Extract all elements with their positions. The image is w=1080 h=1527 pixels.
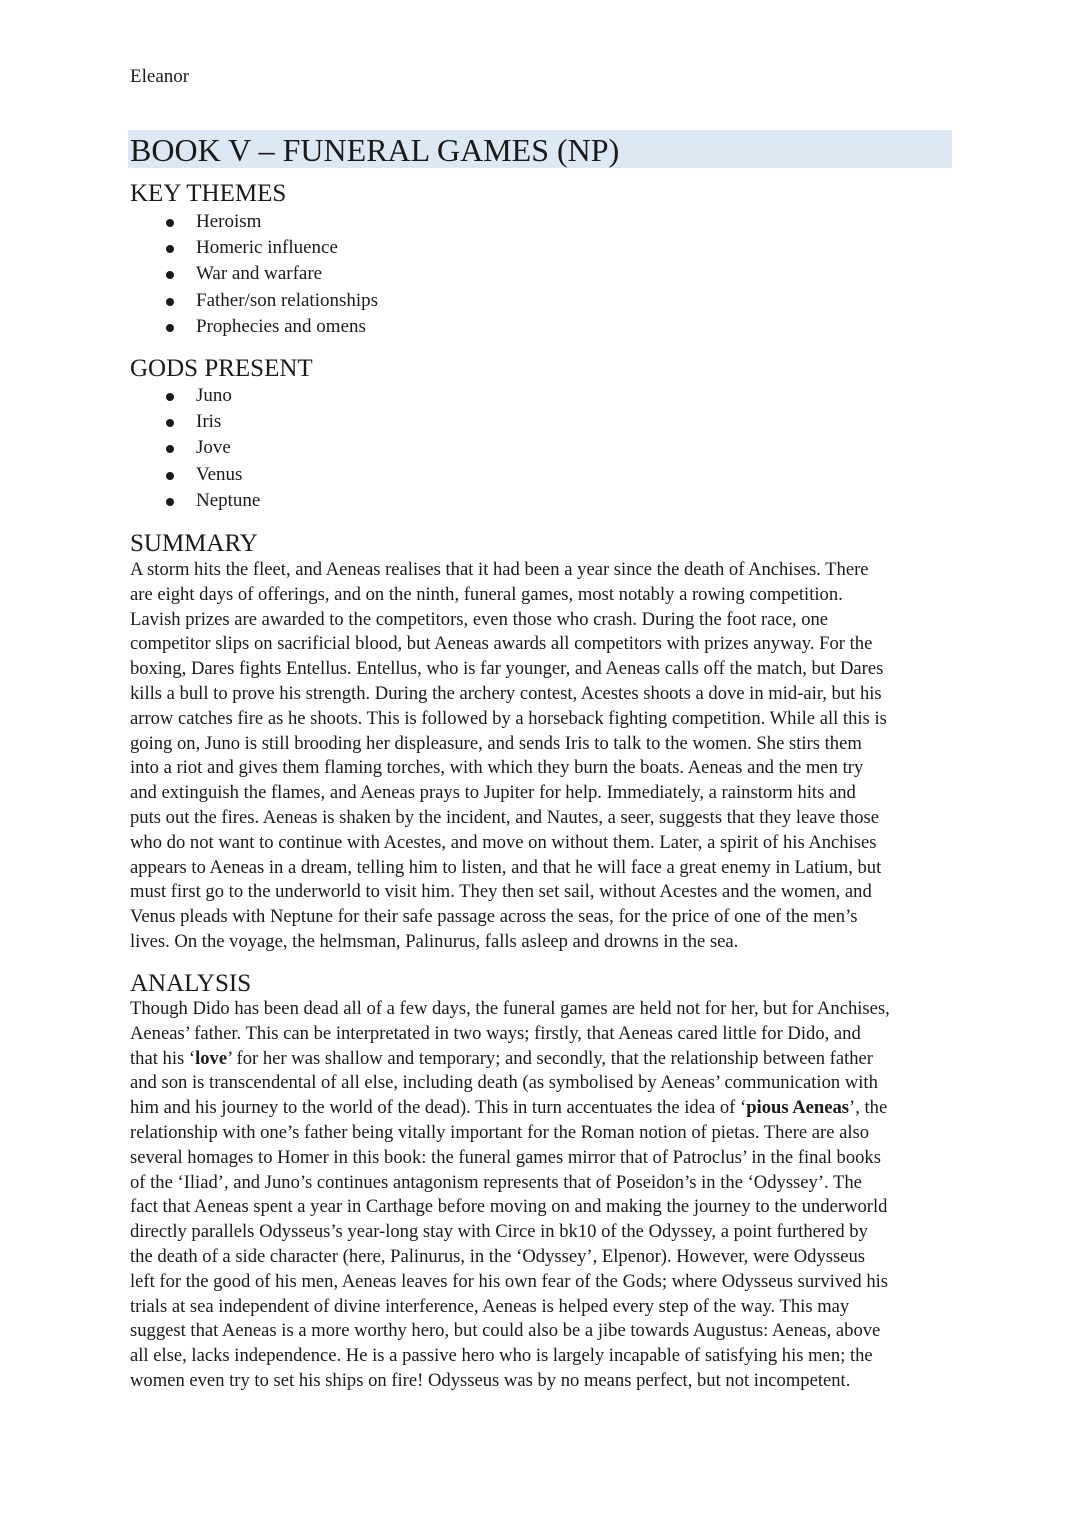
text-line: and son is transcendental of all else, including death (as symbolised by Aeneas’ communication with: [130, 1072, 878, 1094]
text-line: Venus pleads with Neptune for their safe passage across the seas, for the price of one of the men’s: [130, 906, 858, 928]
emphasis-pious-aeneas: pious Aeneas: [746, 1097, 849, 1119]
text-line: A storm hits the fleet, and Aeneas realises that it had been a year since the death of Anchises. There: [130, 559, 869, 580]
bullet-icon: [166, 445, 174, 453]
text-line: that his ‘love’ for her was shallow and temporary; and secondly, that the relationship between father: [130, 1047, 873, 1069]
list-item: Juno: [130, 383, 260, 409]
author-name: Eleanor: [130, 66, 190, 87]
text-line: going on, Juno is still brooding her displeasure, and sends Iris to talk to the women. She stirs them: [130, 732, 862, 754]
gods-present-list: [130, 383, 260, 514]
text-line: are eight days of offerings, and on the ninth, funeral games, most notably a rowing competition.: [130, 583, 843, 605]
summary-paragraph: [130, 558, 952, 955]
list-item: Neptune: [130, 488, 260, 514]
bullet-icon: [166, 219, 174, 227]
text-line: boxing, Dares fights Entellus. Entellus, who is far younger, and Aeneas calls off the match, but Dares: [130, 658, 884, 680]
text-line: several homages to Homer in this book: the funeral games mirror that of Patroclus’ in the final books: [130, 1146, 881, 1168]
bullet-icon: [166, 498, 174, 506]
emphasis-love: love: [195, 1047, 228, 1069]
bullet-icon: [166, 245, 174, 253]
list-item: Father/son relationships: [130, 288, 378, 314]
text-line: left for the good of his men, Aeneas leaves for his own fear of the Gods; where Odysseus survived his: [130, 1270, 889, 1292]
text-line: fact that Aeneas spent a year in Carthage before moving on and making the journey to the underworld: [130, 1196, 888, 1218]
list-item: Iris: [130, 409, 260, 435]
text-line: women even try to set his ships on fire! Odysseus was by no means perfect, but not incompetent.: [130, 1369, 851, 1391]
text-line: Lavish prizes are awarded to the competitors, even those who crash. During the foot race, one: [130, 608, 829, 630]
text-line: Though Dido has been dead all of a few days, the funeral games are held not for her, but for Anchises,: [130, 998, 890, 1019]
text-line: of the ‘Iliad’, and Juno’s continues antagonism represents that of Poseidon’s in the ‘Odyssey’. The: [130, 1171, 862, 1193]
text-line: who do not want to continue with Acestes, and move on without them. Later, a spirit of his Anchises: [130, 831, 877, 853]
text-line: trials at sea independent of divine interference, Aeneas is helped every step of the way. This may: [130, 1295, 850, 1317]
gods-present-heading: GODS PRESENT: [130, 355, 313, 382]
text-line: and extinguish the flames, and Aeneas prays to Jupiter for help. Immediately, a rainstorm hits and: [130, 782, 856, 804]
list-item: War and warfare: [130, 261, 378, 287]
list-item: Heroism: [130, 209, 378, 235]
text-line: relationship with one’s father being vitally important for the Roman notion of pietas. There are also: [130, 1121, 870, 1143]
text-line: the death of a side character (here, Palinurus, in the ‘Odyssey’, Elpenor). However, were Odysseus: [130, 1245, 865, 1267]
bullet-icon: [166, 419, 174, 427]
text-line: into a riot and gives them flaming torches, with which they burn the boats. Aeneas and the men try: [130, 757, 864, 779]
text-line: Aeneas’ father. This can be interpretated in two ways; firstly, that Aeneas cared little for Dido, and: [130, 1022, 861, 1044]
page-title: BOOK V – FUNERAL GAMES (NP): [130, 132, 620, 168]
list-item: Homeric influence: [130, 235, 378, 261]
text-line: lives. On the voyage, the helmsman, Palinurus, falls asleep and drowns in the sea.: [130, 930, 739, 952]
list-item: Prophecies and omens: [130, 314, 378, 340]
text-line: kills a bull to prove his strength. During the archery contest, Acestes shoots a dove in mid-air, but his: [130, 682, 882, 704]
text-line: directly parallels Odysseus’s year-long stay with Circe in bk10 of the Odyssey, a point furthered by: [130, 1221, 868, 1243]
bullet-icon: [166, 393, 174, 401]
text-line: him and his journey to the world of the dead). This in turn accentuates the idea of ‘pious Aeneas’, the: [130, 1097, 888, 1119]
text-line: appears to Aeneas in a dream, telling him to listen, and that he will face a great enemy in Latium, but: [130, 856, 882, 878]
text-line: arrow catches fire as he shoots. This is followed by a horseback fighting competition. While all this is: [130, 707, 887, 729]
text-line: competitor slips on sacrificial blood, but Aeneas awards all competitors with prizes anyway. For the: [130, 633, 873, 655]
text-line: suggest that Aeneas is a more worthy hero, but could also be a jibe towards Augustus: Aeneas, above: [130, 1320, 881, 1342]
text-line: all else, lacks independence. He is a passive hero who is largely incapable of satisfying his men; the: [130, 1345, 873, 1367]
key-themes-list: [130, 209, 378, 340]
bullet-icon: [166, 298, 174, 306]
text-line: must first go to the underworld to visit him. They then set sail, without Acestes and the women, and: [130, 881, 872, 903]
list-item: Venus: [130, 462, 260, 488]
analysis-paragraph: [130, 997, 952, 1394]
bullet-icon: [166, 271, 174, 279]
bullet-icon: [166, 472, 174, 480]
list-item: Jove: [130, 435, 260, 461]
key-themes-heading: KEY THEMES: [130, 180, 287, 207]
analysis-heading: ANALYSIS: [130, 970, 252, 997]
text-line: puts out the fires. Aeneas is shaken by the incident, and Nautes, a seer, suggests that they leave those: [130, 806, 880, 828]
bullet-icon: [166, 324, 174, 332]
summary-heading: SUMMARY: [130, 530, 258, 557]
